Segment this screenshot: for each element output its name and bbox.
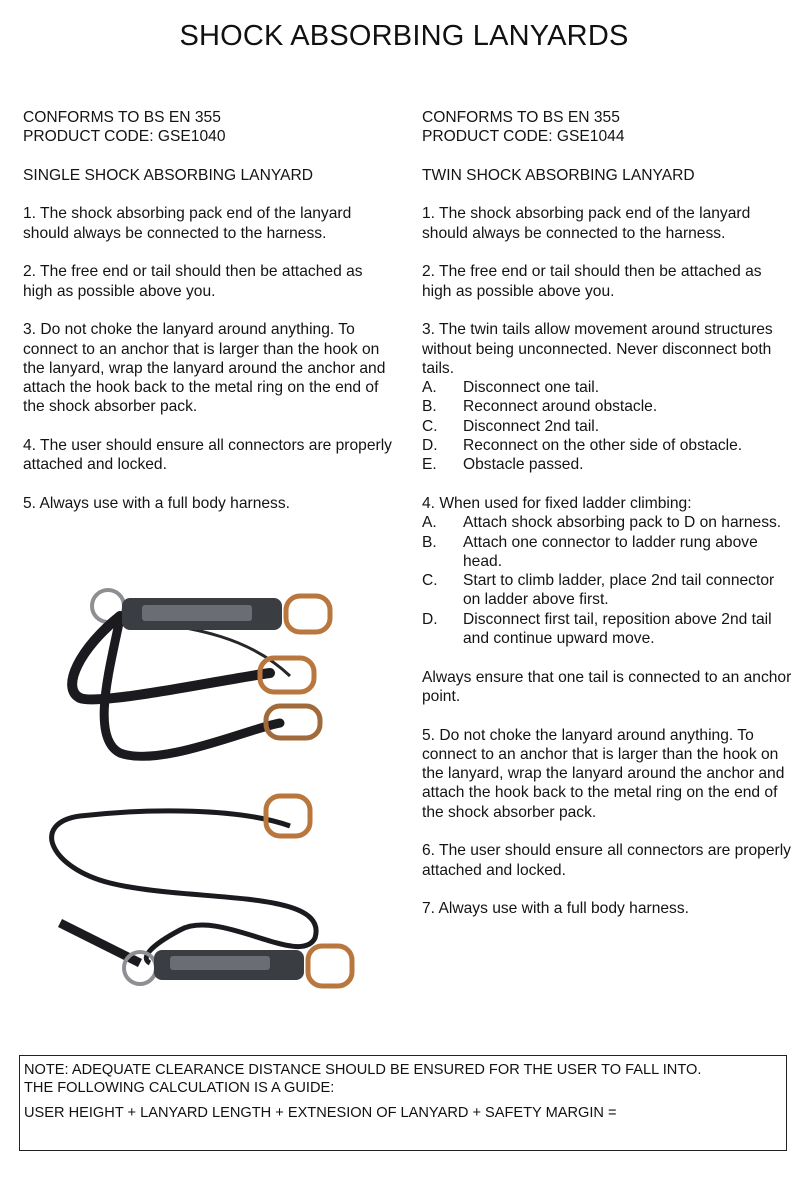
left-instruction-4: 4. The user should ensure all connectors are properly attached and locked. — [23, 437, 392, 474]
left-instruction-2: 2. The free end or tail should then be attached as high as possible above you. — [23, 263, 363, 300]
anchor-point-note: Always ensure that one tail is connected to an anchor point. — [422, 668, 792, 705]
page-title: SHOCK ABSORBING LANYARDS — [179, 20, 629, 52]
single-lanyard-column — [23, 108, 393, 513]
list-item: C. Disconnect 2nd tail. — [422, 417, 600, 435]
left-product-code: PRODUCT CODE: GSE1040 — [23, 128, 226, 146]
list-item: E. Obstacle passed. — [422, 456, 584, 474]
right-product-code: PRODUCT CODE: GSE1044 — [422, 128, 625, 146]
clearance-note-box — [19, 1055, 787, 1151]
list-item: A. Disconnect one tail. — [422, 379, 600, 397]
left-instruction-3: 3. Do not choke the lanyard around anything. To connect to an anchor that is larger than the hook on the lanyard, wrap the lanyard around the anchor and attach the hook back to the metal ring on the end of the shock absorber pack. — [23, 321, 386, 416]
right-conforms: CONFORMS TO BS EN 355 — [422, 109, 620, 126]
karabiner-hook — [286, 596, 330, 632]
right-instruction-1: 1. The shock absorbing pack end of the lanyard should always be connected to the harness. — [422, 205, 751, 242]
karabiner-hook — [266, 796, 310, 836]
lanyard-product-photo — [30, 558, 370, 1008]
right-instruction-5: 5. Do not choke the lanyard around anything. To connect to an anchor that is larger than the hook on the lanyard, wrap the lanyard around the anchor and attach the hook back to the metal ring on the end of the shock absorber pack. — [422, 726, 785, 821]
list-item: B. Reconnect around obstacle. — [422, 398, 658, 416]
clearance-calculation: USER HEIGHT + LANYARD LENGTH + EXTNESION OF LANYARD + SAFETY MARGIN = — [24, 1105, 617, 1121]
twin-lanyard-column — [422, 108, 792, 918]
d-ring — [124, 952, 156, 984]
right-heading: TWIN SHOCK ABSORBING LANYARD — [422, 166, 695, 184]
list-item: C. Start to climb ladder, place 2nd tail connector on ladder above first. — [422, 572, 775, 609]
twin-lanyard-illustration — [72, 590, 330, 756]
list-item: A. Attach shock absorbing pack to D on harness. — [422, 514, 782, 532]
list-item: D. Reconnect on the other side of obstacle. — [422, 437, 743, 455]
note-line-2: THE FOLLOWING CALCULATION IS A GUIDE: — [24, 1079, 335, 1096]
ladder-steps-list — [422, 513, 792, 648]
left-instruction-1: 1. The shock absorbing pack end of the lanyard should always be connected to the harness. — [23, 205, 352, 242]
list-item: B. Attach one connector to ladder rung above head. — [422, 533, 758, 570]
list-item: D. Disconnect first tail, reposition above 2nd tail and continue upward move. — [422, 610, 772, 648]
obstacle-steps-list — [422, 378, 792, 474]
right-instruction-7: 7. Always use with a full body harness. — [422, 900, 689, 918]
right-instruction-4: 4. When used for fixed ladder climbing: — [422, 494, 692, 512]
note-line-1: NOTE: ADEQUATE CLEARANCE DISTANCE SHOULD BE ENSURED FOR THE USER TO FALL INTO. — [24, 1062, 702, 1078]
right-instruction-2: 2. The free end or tail should then be attached as high as possible above you. — [422, 263, 762, 300]
karabiner-hook — [308, 946, 352, 986]
right-instruction-3: 3. The twin tails allow movement around structures without being unconnected. Never disconnect both tails. — [422, 321, 773, 377]
left-conforms: CONFORMS TO BS EN 355 — [23, 109, 221, 126]
left-instruction-5: 5. Always use with a full body harness. — [23, 494, 290, 512]
right-instruction-6: 6. The user should ensure all connectors are properly attached and locked. — [422, 842, 791, 879]
single-lanyard-illustration — [52, 796, 352, 986]
left-heading: SINGLE SHOCK ABSORBING LANYARD — [23, 166, 314, 184]
